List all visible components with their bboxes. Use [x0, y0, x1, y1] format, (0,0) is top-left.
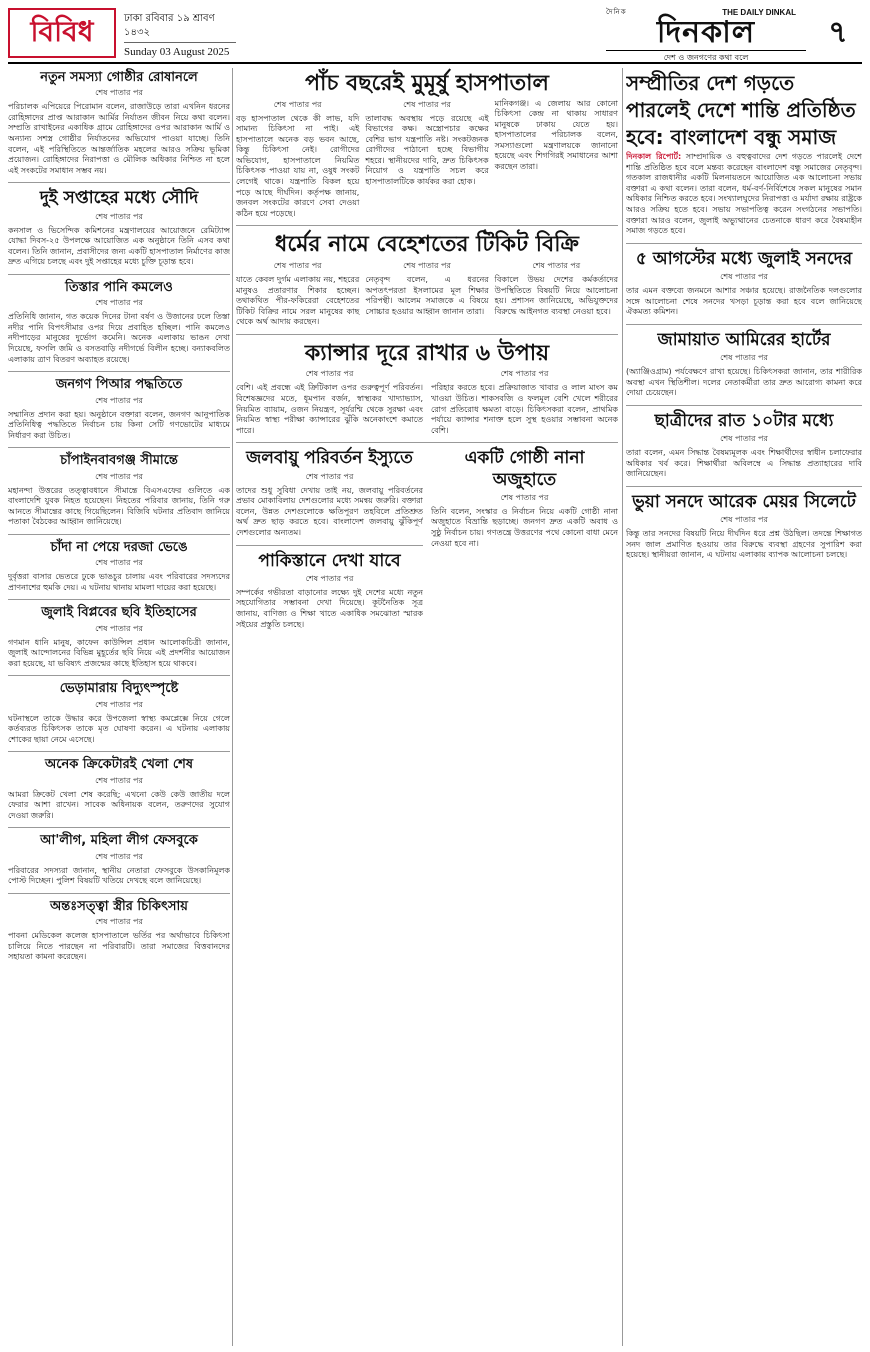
divider [626, 486, 862, 487]
article-body: পরিহার করতে হবে। প্রক্রিয়াজাত খাবার ও লাল মাংস কম খাওয়া উচিত। শাকসবজি ও ফলমূল বেশি খেলে শরীরের রোগ প্রতিরোধ ক্ষমতা বাড়ে। চিকিৎসকরা বলেন, প্রাথমিক পর্যায়ে ক্যান্সার শনাক্ত হলে সুস্থ হওয়ার সম্ভাবনা অনেক বেশি। [431, 383, 618, 435]
article-headline: ধর্মের নামে বেহেশতের টিকিট বিক্রি [275, 232, 579, 258]
article-headline: দুই সপ্তাহের মধ্যে সৌদি [39, 188, 199, 209]
article-headline: ক্যান্সার দূরে রাখার ৬ উপায় [304, 340, 550, 366]
article-headline: ছাত্রীদের রাত ১০টার মধ্যে [654, 410, 834, 431]
divider [8, 371, 230, 372]
article-body: সম্পর্কের গভীরতা বাড়ানোর লক্ষ্যে দুই দেশের মধ্যে নতুন সহযোগিতার সম্ভাবনা দেখা দিয়েছে। কূটনৈতিক সূত্র জানায়, বাণিজ্য ও শিক্ষা খাতে একাধিক সমঝোতা স্মারক সইয়ের প্রস্তুতি চলছে। [236, 587, 423, 629]
byline: দিনকাল রিপোর্ট: [626, 152, 682, 161]
article-body: ঘটনাস্থলে তাকে উদ্ধার করে উপজেলা স্বাস্থ্য কমপ্লেক্সে নিয়ে গেলে কর্তব্যরত চিকিৎসক তাকে মৃত ঘোষণা করেন। এ ঘটনায় এলাকায় শোকের ছায়া নেমে এসেছে। [8, 713, 230, 744]
article-students [626, 409, 862, 480]
article-saudi [8, 186, 230, 268]
date-english: Sunday 03 August 2025 [124, 46, 230, 58]
article-headline: জনগণ পিআর পদ্ধতিতে [55, 377, 183, 393]
article-pr-system [8, 375, 230, 441]
article-headline: চাঁপাইনবাবগঞ্জ সীমান্তে [60, 453, 178, 469]
continuation-label: শেষ পাতার পর [500, 492, 549, 502]
divider [8, 599, 230, 600]
continuation-label: শেষ পাতার পর [95, 699, 143, 709]
brand-english: THE DAILY DINKAL [722, 8, 796, 17]
article-body: নেতৃবৃন্দ বলেন, এ ধরনের অপতৎপরতা ইসলামের মূল শিক্ষার পরিপন্থী। আলেম সমাজকে এ বিষয়ে সোচ্চার হওয়ার আহ্বান জানান তারা। [365, 274, 489, 316]
article-hospital [236, 68, 618, 219]
continuation-label: শেষ পাতার পর [95, 558, 143, 568]
continuation-label: শেষ পাতার পর [532, 260, 581, 270]
article-july-charter [626, 247, 862, 318]
article-harmony [626, 68, 862, 237]
continuation-label: শেষ পাতার পর [95, 211, 143, 221]
continuation-label: শেষ পাতার পর [95, 775, 143, 785]
divider [8, 274, 230, 275]
article-headline: পাকিস্তানে দেখা যাবে [258, 550, 401, 571]
continuation-label: শেষ পাতার পর [305, 573, 354, 583]
section-logo: বিবিধ [8, 8, 116, 58]
article-body: পরিচালক এপিয়েরে পিরোমান বলেন, রাজাউড়ে তারা এখনিন ধরনের রোহিঙ্গাদের প্রাপ্ত আরাকান আর্মির নির্যাতন জীবন নিয়ে কথা বলেন। সম্প্রতি রাখাইনের একাধিক গ্রামে রোহিঙ্গাদের ওপর আরাকান আর্মি ও অন্যান্য সশস্ত্র গোষ্ঠীর নির্যাতনের অভিযোগ পাওয়া যাচ্ছে। তিনি বলেন, এই পরিস্থিতিতে আন্তর্জাতিক মহলের আরও সক্রিয় ভূমিকা প্রয়োজন। রোহিঙ্গাদের নিরাপত্তা ও মৌলিক অধিকার নিশ্চিত না হলে এই সংকটের সমাধান সম্ভব নয়। [8, 102, 230, 175]
article-body: (অ্যাঞ্জিওগ্রাম) পর্যবেক্ষণে রাখা হয়েছে। চিকিৎসকরা জানান, তার শারীরিক অবস্থা এখন স্থিতিশীল। দলের নেতাকর্মীরা তার দ্রুত আরোগ্য কামনা করে দোয়া চেয়েছেন। [626, 367, 862, 398]
article-headline: তিস্তার পানি কমলেও [65, 280, 173, 296]
continuation-label: শেষ পাতার পর [305, 369, 354, 379]
column-divider [622, 68, 623, 1346]
article-body: পরিবারের সদস্যরা জানান, স্থানীয় নেতারা ফেসবুকে উসকানিমূলক পোস্ট দিচ্ছেন। পুলিশ বিষয়টি খতিয়ে দেখছে বলে জানিয়েছে। [8, 865, 230, 886]
dateline [124, 12, 236, 59]
divider [236, 334, 618, 335]
divider [8, 182, 230, 183]
article-headline: একটি গোষ্ঠী নানা অজুহাতে [464, 448, 585, 490]
article-cancer [236, 338, 618, 436]
continuation-label: শেষ পাতার পর [720, 515, 768, 525]
continuation-label: শেষ পাতার পর [95, 623, 143, 633]
article-july-photos [8, 603, 230, 669]
article-body: সম্মানিত প্রদান করা হয়। অনুষ্ঠানে বক্তারা বলেন, জনগণ আনুপাতিক প্রতিনিধিত্ব পদ্ধতিতে নির্বাচন চায় কিনা সেটি গণভোটের মাধ্যমে নির্ধারণ করা উচিত। [8, 409, 230, 440]
article-group [431, 446, 618, 549]
article-headline: নতুন সমস্যা গোষ্ঠীর রোষানলে [40, 70, 198, 85]
middle-column [236, 68, 618, 1346]
continuation-label: শেষ পাতার পর [95, 298, 143, 308]
continuation-label: শেষ পাতার পর [273, 260, 322, 270]
article-rohingya [8, 68, 230, 176]
divider [626, 243, 862, 244]
left-column [8, 68, 230, 1346]
article-headline: ৫ আগস্টের মধ্যে জুলাই সনদের [635, 248, 853, 269]
article-body: গণমান ধানি মানুষ, কাফেন কাউন্সিল প্রধান আলোকচিত্রী জানান, জুলাই আন্দোলনের বিভিন্ন মুহূর্তের ছবি নিয়ে এই প্রদর্শনীর আয়োজন করা হয়েছে, যা ভবিষ্যৎ প্রজন্মের কাছে ইতিহাস হয়ে থাকবে। [8, 637, 230, 668]
article-religion [236, 229, 618, 327]
masthead [8, 6, 862, 64]
article-body: তিনি বলেন, সংস্কার ও নির্বাচন নিয়ে একটি গোষ্ঠী নানা অজুহাতে বিভ্রান্তি ছড়াচ্ছে। জনগণ দ্রুত একটি অবাধ ও সুষ্ঠু নির্বাচন চায়। গণতন্ত্রে উত্তরণের পথে কোনো বাধা মেনে নেওয়া হবে না। [431, 506, 618, 548]
article-headline: আ'লীগ, মহিলা লীগ ফেসবুকে [40, 833, 198, 849]
article-headline: অন্তঃসত্ত্বা স্ত্রীর চিকিৎসায় [50, 898, 188, 914]
article-body: তার এমন বক্তব্যে জনমনে আশার সঞ্চার হয়েছে। রাজনৈতিক দলগুলোর সঙ্গে আলোচনা শেষে সনদের খসড়া চূড়ান্ত করা হবে বলে জানিয়েছে ঐকমত্য কমিশন। [626, 286, 862, 317]
article-headline: চাঁদা না পেয়ে দরজা ভেঙে [50, 539, 188, 555]
article-headline: জলবায়ু পরিবর্তন ইস্যুতে [246, 448, 413, 469]
continuation-label: শেষ পাতার পর [403, 260, 451, 270]
article-body [626, 152, 862, 237]
article-body: আমরা ক্রিকেট খেলা শেষ করেছি; এখনো কেউ কেউ জাতীয় দলে ফেরার আশা রাখেন। সাবেক অধিনায়ক বলেন, তরুণদের সুযোগ দেওয়া জরুরি। [8, 789, 230, 820]
article-headline: সম্প্রীতির দেশ গড়তে পারলেই দেশে শান্তি প্রতিষ্ঠিত হবে: বাংলাদেশ বন্ধু সমাজ [626, 71, 856, 149]
article-body: তালাবদ্ধ অবস্থায় পড়ে রয়েছে এই বিভাগের কক্ষ। অস্ত্রোপচার কক্ষের বেশির ভাগ যন্ত্রপাতি নষ্ট। সংকটজনক রোগীদের পাঠানো হচ্ছে বিভাগীয় শহরে। স্থানীয়দের দাবি, দ্রুত চিকিৎসক নিয়োগ ও যন্ত্রপাতি সচল করে হাসপাতালটিকে কার্যকর করা হোক। [365, 113, 489, 187]
article-electrocution [8, 679, 230, 745]
divider [8, 751, 230, 752]
continuation-label: শেষ পাতার পর [403, 99, 451, 109]
continuation-label: শেষ পাতার পর [95, 395, 143, 405]
divider [236, 545, 423, 546]
divider [236, 442, 618, 443]
article-body: তারা বলেন, এমন সিদ্ধান্ত বৈষম্যমূলক এবং শিক্ষার্থীদের স্বাধীন চলাফেরার অধিকার খর্ব করে। শিক্ষার্থীরা অবিলম্বে এ সিদ্ধান্ত প্রত্যাহারের দাবি জানিয়েছেন। [626, 448, 862, 479]
article-body: কিন্তু তার সনদের বিষয়টি নিয়ে দীর্ঘদিন ধরে প্রশ্ন উঠছিল। তদন্তে শিক্ষাগত সনদ জাল প্রমাণিত হওয়ায় তার বিরুদ্ধে ব্যবস্থা গ্রহণের সুপারিশ করা হয়েছে। স্থানীয়রা জানান, এ ঘটনায় এলাকায় ব্যাপক আলোচনা চলছে। [626, 529, 862, 560]
divider [8, 827, 230, 828]
article-body: প্রতিনিধি জানান, গত কয়েক দিনের টানা বর্ষণ ও উজানের ঢলে তিস্তা নদীর পানি বিপৎসীমার ওপর দিয়ে প্রবাহিত হচ্ছিল। পানি কমলেও নদীপাড়ের মানুষের দুর্ভোগ কমেনি। অনেক এলাকায় ভাঙন দেখা দিয়েছে, ফসলি জমি ও বসতবাড়ি নদীগর্ভে বিলীন হচ্ছে। বন্যাকবলিত এলাকায় ত্রাণ বিতরণ অব্যাহত রয়েছে। [8, 312, 230, 364]
article-body: বিকালে উভয় দেশের কর্মকর্তাদের উপস্থিতিতে বিষয়টি নিয়ে আলোচনা হয়। প্রশাসন জানিয়েছে, অভিযুক্তদের বিরুদ্ধে আইনগত ব্যবস্থা নেওয়া হবে। [494, 274, 618, 316]
continuation-label: শেষ পাতার পর [95, 471, 143, 481]
continuation-label: শেষ পাতার পর [95, 851, 143, 861]
divider [236, 225, 618, 226]
divider [8, 447, 230, 448]
continuation-label: শেষ পাতার পর [273, 99, 322, 109]
article-body: যাতে কেবল দুর্গম এলাকায় নয়, শহরের মানুষও প্রতারণার শিকার হচ্ছেন। তথাকথিত পীর-ফকিরেরা বেহেশতের টিকিট বিক্রির নামে সরল মানুষের কাছ থেকে অর্থ আদায় করছেন। [236, 274, 360, 327]
article-headline: জুলাই বিপ্লবের ছবি ইতিহাসের [41, 605, 197, 621]
article-headline: ভেড়ামারায় বিদ্যুৎস্পৃষ্টে [59, 681, 179, 697]
divider [8, 893, 230, 894]
article-treatment [8, 897, 230, 963]
article-headline: অনেক ক্রিকেটারই খেলা শেষ [45, 757, 193, 773]
continuation-label: শেষ পাতার পর [500, 369, 549, 379]
continuation-label: শেষ পাতার পর [720, 434, 768, 444]
article-headline: জামায়াত আমিরের হার্টের [657, 329, 831, 350]
divider [626, 324, 862, 325]
brand-name: দিনকাল [656, 15, 756, 50]
continuation-label: শেষ পাতার পর [95, 88, 143, 98]
article-body: মহানন্দা উত্তরের তত্ত্বাবধানে সীমান্তে বিএসএফের গুলিতে এক বাংলাদেশি যুবক নিহত হয়েছেন। নিহতের পরিবার জানায়, তিনি গরু আনতে সীমান্তের কাছে গিয়েছিলেন। বিজিবি ঘটনার প্রতিবাদ জানিয়ে পতাকা বৈঠকের আহ্বান জানিয়েছে। [8, 485, 230, 527]
article-body-text: সাম্প্রদায়িক ও বহুত্ববাদের দেশ গড়তে পারলেই দেশে শান্তি প্রতিষ্ঠিত হবে বলে মন্তব্য করেছেন বাংলাদেশ বন্ধু সমাজের নেতৃবৃন্দ। গতকাল রাজধানীর একটি মিলনায়তনে আয়োজিত এক আলোচনা সভায় বক্তারা এ কথা বলেন। তারা বলেন, ধর্ম-বর্ণ-নির্বিশেষে সকল মানুষের সমান অধিকার নিশ্চিত করতে হবে। সংখ্যালঘুদের নিরাপত্তা ও মর্যাদা রক্ষায় রাষ্ট্রকে আরও সক্রিয় হতে হবে। সভায় সভাপতিত্ব করেন সংগঠনের সভাপতি। বক্তারা আরও বলেন, জুলাই অভ্যুত্থানের চেতনাকে ধারণ করে বৈষম্যহীন সমাজ গড়তে হবে। [626, 152, 862, 236]
article-body: বেশি। এই প্রবন্ধে এই ক্রিটিকাল ওপর গুরুত্বপূর্ণ পরিবর্তন। বিশেষজ্ঞদের মতে, ধূমপান বর্জন, স্বাস্থ্যকর খাদ্যাভ্যাস, নিয়মিত ব্যায়াম, ওজন নিয়ন্ত্রণ, সূর্যরশ্মি থেকে সুরক্ষা এবং নিয়মিত স্বাস্থ্য পরীক্ষা ক্যান্সারের ঝুঁকি অনেকাংশে কমাতে পারে। [236, 383, 423, 435]
brand-slogan: দেশ ও জনগণের কথা বলে [606, 50, 806, 65]
article-body: পাবনা মেডিকেল কলেজ হাসপাতালে ভর্তির পর অর্থাভাবে চিকিৎসা চালিয়ে নিতে পারছেন না পরিবারটি। তারা সমাজের বিত্তবানদের সহায়তা কামনা করেছেন। [8, 931, 230, 962]
page-number: ৭ [828, 15, 848, 50]
article-cricket [8, 755, 230, 821]
divider [8, 675, 230, 676]
article-extortion [8, 538, 230, 593]
continuation-label: শেষ পাতার পর [720, 353, 768, 363]
article-border [8, 451, 230, 528]
article-facebook [8, 831, 230, 886]
divider [8, 534, 230, 535]
article-teesta [8, 278, 230, 365]
article-pakistan [236, 549, 423, 631]
brand-small: দৈনিক [606, 8, 627, 16]
article-body: কনসাল ও ভিসেন্দিক কমিশনের মন্ত্রণালয়ের আয়োজনে রেমিট্যান্স যোদ্ধা দিবস-২৫ উপলক্ষে আয়োজিত এক অনুষ্ঠানে তিনি এসব কথা বলেন। তিনি জানান, প্রবাসীদের জন্য একটি হাসপাতাল নির্মাণের কাজ দ্রুত এগিয়ে চলছে এবং দুই সপ্তাহের মধ্যে চুক্তি চূড়ান্ত হবে। [8, 225, 230, 267]
article-body: মানিকগঞ্জ। এ জেলায় আর কোনো চিকিৎসা কেন্দ্র না থাকায় সাধারণ মানুষকে ঢাকায় যেতে হয়। হাসপাতালের পরিচালক বলেন, সমস্যাগুলো মন্ত্রণালয়কে জানানো হয়েছে এবং শিগগিরই সমাধানের আশা করছেন তারা। [494, 98, 618, 172]
article-headline: ভুয়া সনদে আরেক মেয়র সিলেটে [632, 491, 856, 512]
article-climate [236, 446, 423, 538]
divider [626, 405, 862, 406]
continuation-label: শেষ পাতার পর [720, 272, 768, 281]
continuation-label: শেষ পাতার পর [95, 917, 143, 927]
article-body: তাদের শুধু সুবিধা দেখায় তাই নয়, জলবায়ু পরিবর্তনের প্রভাব মোকাবিলায় দেশগুলোর মধ্যে সমন্বয় জরুরি। বক্তারা বলেন, উন্নত দেশগুলোকে ক্ষতিপূরণ তহবিলে প্রতিশ্রুত অর্থ দ্রুত ছাড় করতে হবে। বাংলাদেশ জলবায়ু ঝুঁকিপূর্ণ দেশগুলোর অন্যতম। [236, 485, 423, 537]
continuation-label: শেষ পাতার পর [305, 471, 354, 481]
date-bangla: ঢাকা রবিবার ১৯ শ্রাবণ ১৪৩২ [124, 12, 236, 43]
article-sylhet [626, 490, 862, 561]
newspaper-brand [606, 6, 806, 60]
right-column [626, 68, 862, 1346]
article-headline: পাঁচ বছরেই মুমূর্ষু হাসপাতাল [305, 71, 549, 96]
article-body: বড় হাসপাতাল থেকে কী লাভ, যদি সামান্য চিকিৎসা না পাই। এই হাসপাতালে অনেক বড় ভবন আছে, কিন্তু চিকিৎসা নেই। রোগীদের অভিযোগ, হাসপাতালে নিয়মিত চিকিৎসক পাওয়া যায় না, ওষুধ সংকট লেগেই থাকে। যন্ত্রপাতি বিকল হয়ে পড়ে আছে দীর্ঘদিন। কর্তৃপক্ষ জানায়, জনবল সংকটের কারণে সেবা দেওয়া কঠিন হয়ে পড়েছে। [236, 113, 360, 218]
column-divider [232, 68, 233, 1346]
article-body: দুর্বৃত্তরা বাসার ভেতরে ঢুকে ভাঙচুর চালায় এবং পরিবারের সদস্যদের প্রাণনাশের হুমকি দেয়। এ ঘটনায় থানায় মামলা দায়ের করা হয়েছে। [8, 572, 230, 592]
article-jamaat [626, 328, 862, 399]
